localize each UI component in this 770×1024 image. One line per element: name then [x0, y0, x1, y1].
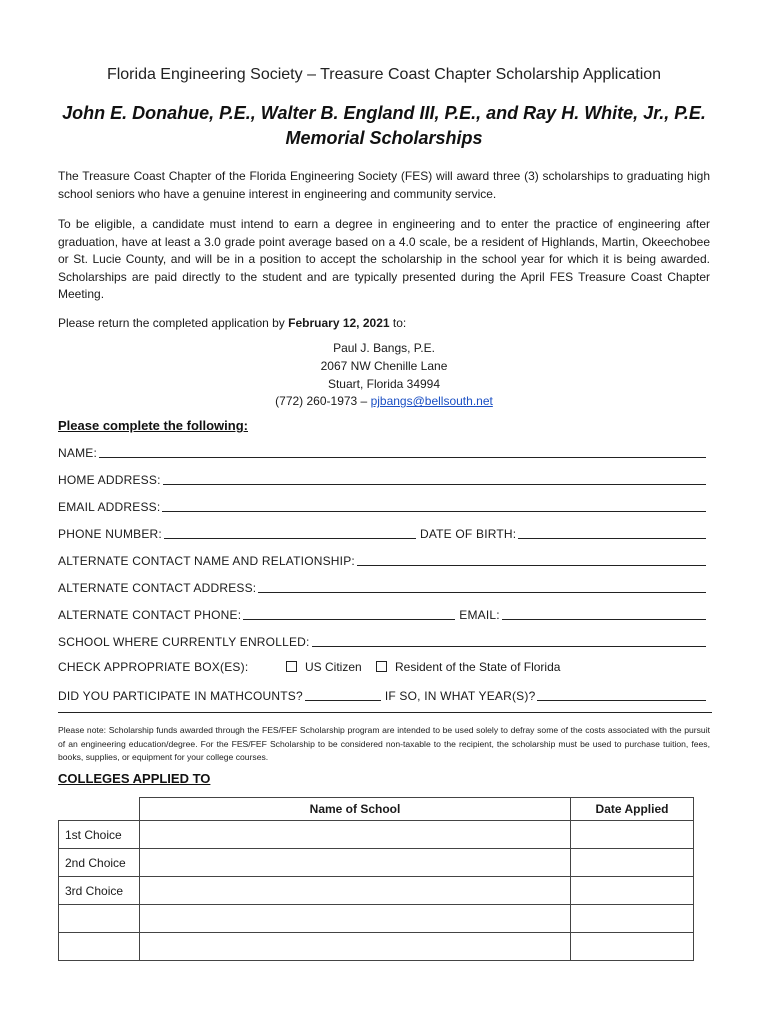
home-address-field[interactable]	[163, 483, 706, 485]
alt-contact-phone-field[interactable]	[243, 618, 455, 620]
email-link[interactable]: pjbangs@bellsouth.net	[370, 394, 493, 409]
date-applied-cell[interactable]	[571, 933, 694, 961]
return-prefix: Please return the completed application by	[58, 316, 289, 330]
dob-field[interactable]	[518, 537, 706, 539]
date-applied-cell[interactable]	[571, 877, 694, 905]
alt-contact-phone-row	[58, 606, 710, 622]
table-row	[59, 905, 694, 933]
phone-dob-row	[58, 525, 710, 541]
florida-resident-label: Resident of the State of Florida	[395, 660, 561, 674]
address-contact	[58, 393, 710, 411]
home-address-label: HOME ADDRESS:	[58, 473, 161, 487]
choice-label	[59, 905, 140, 933]
table-row	[59, 933, 694, 961]
mathcounts-years-field[interactable]	[537, 699, 706, 701]
mathcounts-row	[58, 687, 710, 703]
form-header: Florida Engineering Society – Treasure Coast Chapter Scholarship Application	[106, 66, 662, 83]
florida-resident-option[interactable]	[376, 660, 560, 674]
mathcounts-field[interactable]	[305, 699, 381, 701]
home-address-row	[58, 471, 710, 487]
check-boxes-label: CHECK APPROPRIATE BOX(ES):	[58, 660, 249, 674]
eligibility-paragraph: To be eligible, a candidate must intend to earn a degree in engineering and to enter the practice of engineering after graduation, have at least a 3.0 grade point average based on a 4.0 scale, be a resident of Highlands, Martin, Okeechobee or St. Lucie County, and will be in a position to accept the scholarship in the school year for which it is being awarded. Scholarships are paid directly to the student and are typically presented during the April FES Treasure Coast Chapter Meeting.	[58, 217, 710, 302]
date-applied-header: Date Applied	[571, 798, 694, 821]
school-row	[58, 633, 710, 649]
colleges-header-row	[59, 798, 694, 821]
mailing-address	[58, 340, 710, 411]
date-applied-cell[interactable]	[571, 905, 694, 933]
alt-contact-address-field[interactable]	[258, 591, 706, 593]
name-field[interactable]	[99, 456, 706, 458]
school-name-cell[interactable]	[140, 905, 571, 933]
school-name-cell[interactable]	[140, 849, 571, 877]
email-address-label: EMAIL ADDRESS:	[58, 500, 161, 514]
phone-number-label: PHONE NUMBER:	[58, 527, 162, 541]
choice-label: 2nd Choice	[59, 849, 140, 877]
phone-number-field[interactable]	[164, 537, 416, 539]
address-city: Stuart, Florida 34994	[327, 376, 441, 391]
name-field-row	[58, 444, 710, 460]
choice-label: 1st Choice	[59, 821, 140, 849]
email-address-row	[58, 498, 710, 514]
address-name: Paul J. Bangs, P.E.	[333, 341, 435, 355]
alt-contact-name-row	[58, 552, 710, 568]
alt-contact-name-label: ALTERNATE CONTACT NAME AND RELATIONSHIP:	[58, 554, 355, 568]
colleges-table	[58, 797, 694, 961]
us-citizen-label: US Citizen	[305, 660, 362, 674]
choice-label: 3rd Choice	[59, 877, 140, 905]
date-applied-cell[interactable]	[571, 821, 694, 849]
mathcounts-label: DID YOU PARTICIPATE IN MATHCOUNTS?	[58, 689, 303, 703]
intro-paragraph: The Treasure Coast Chapter of the Florida Engineering Society (FES) will award three (3) scholarships to graduating high school seniors who have a genuine interest in engineering and community service.	[58, 169, 710, 201]
us-citizen-checkbox[interactable]	[286, 661, 297, 672]
mathcounts-years-label: IF SO, IN WHAT YEAR(S)?	[384, 689, 536, 703]
dob-label: DATE OF BIRTH:	[419, 527, 517, 541]
return-instructions	[58, 315, 710, 333]
school-label: SCHOOL WHERE CURRENTLY ENROLLED:	[58, 635, 310, 649]
return-suffix: to:	[389, 316, 407, 330]
choice-label	[59, 933, 140, 961]
name-label: NAME:	[58, 446, 98, 460]
table-row	[59, 821, 694, 849]
school-field[interactable]	[312, 645, 706, 647]
table-row	[59, 849, 694, 877]
address-street: 2067 NW Chenille Lane	[320, 358, 448, 373]
school-name-cell[interactable]	[140, 933, 571, 961]
email-address-field[interactable]	[162, 510, 706, 512]
school-name-header: Name of School	[140, 798, 571, 821]
choice-header	[59, 798, 140, 821]
table-row	[59, 877, 694, 905]
us-citizen-option[interactable]	[286, 660, 362, 674]
title-line-2: Memorial Scholarships	[285, 128, 483, 148]
section-divider	[58, 712, 712, 713]
florida-resident-checkbox[interactable]	[376, 661, 387, 672]
citizenship-row	[58, 660, 710, 676]
return-deadline: February 12, 2021	[288, 316, 390, 330]
colleges-heading: COLLEGES APPLIED TO	[58, 771, 211, 786]
alt-contact-name-field[interactable]	[357, 564, 706, 566]
date-applied-cell[interactable]	[571, 849, 694, 877]
title-line-1: John E. Donahue, P.E., Walter B. England III, P.E., and Ray H. White, Jr., P.E.	[62, 103, 706, 123]
alt-contact-phone-label: ALTERNATE CONTACT PHONE:	[58, 608, 242, 622]
school-name-cell[interactable]	[140, 877, 571, 905]
alt-contact-address-row	[58, 579, 710, 595]
alt-contact-address-label: ALTERNATE CONTACT ADDRESS:	[58, 581, 257, 595]
alt-email-label: EMAIL:	[459, 608, 500, 622]
alt-email-field[interactable]	[502, 618, 706, 620]
scholarship-title	[58, 101, 710, 151]
tax-note: Please note: Scholarship funds awarded through the FES/FEF Scholarship program are intended to be used solely to defray some of the costs associated with the pursuit of an engineering education/degree. For the FES/FEF Scholarship to be considered non-taxable to the recipient, the scholarship must be used to purchase tuition, fees, books, supplies, or equipment for your college courses.	[58, 725, 710, 763]
school-name-cell[interactable]	[140, 821, 571, 849]
address-phone: (772) 260-1973 –	[275, 394, 371, 409]
form-section-heading: Please complete the following:	[58, 418, 248, 433]
